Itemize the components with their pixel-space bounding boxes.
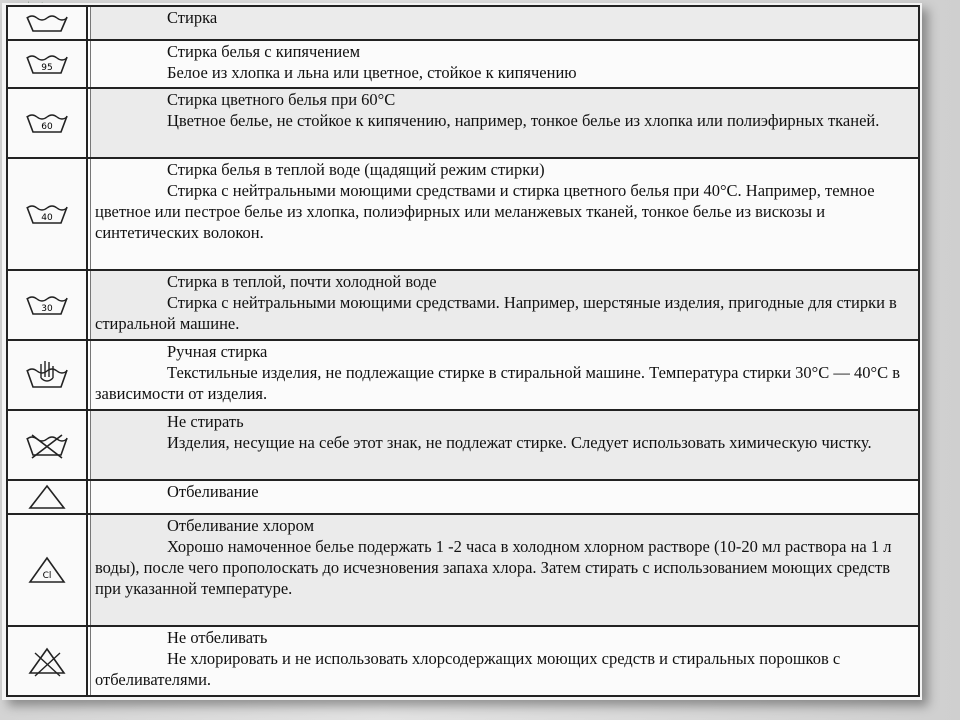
table-row [8, 341, 918, 411]
table-row [8, 515, 918, 627]
wash-60-icon [8, 89, 88, 157]
laundry-symbols-table [6, 5, 920, 697]
row-title: Отбеливание хлором [167, 516, 315, 535]
table-row [8, 481, 918, 515]
row-body: Текстильные изделия, не подлежащие стирке в стиральной машине. Температура стирки 30°С — 40°С в зависимости от изделия. [95, 363, 901, 403]
svg-text:Cl: Cl [42, 571, 52, 581]
sheet [2, 3, 922, 700]
row-title: Ручная стирка [167, 342, 268, 361]
do-not-bleach-icon [8, 627, 88, 695]
row-title: Стирка белья в теплой воде (щадящий режим стирки) [167, 160, 545, 179]
row-text [90, 159, 918, 269]
wash-95-icon [8, 41, 88, 87]
hand-wash-icon [8, 341, 88, 409]
temp-label: 95 [41, 63, 53, 73]
row-title: Стирка белья с кипячением [167, 42, 361, 61]
chlorine-bleach-icon [8, 515, 88, 625]
row-title: Стирка цветного белья при 60°С [167, 90, 396, 109]
row-title: Стирка [167, 8, 218, 27]
table-row [8, 271, 918, 341]
row-text [90, 41, 918, 87]
row-body: Изделия, несущие на себе этот знак, не подлежат стирке. Следует использовать химическую чистку. [167, 433, 872, 452]
row-text [90, 341, 918, 409]
row-text [90, 515, 918, 625]
row-text [90, 7, 918, 39]
wash-30-icon [8, 271, 88, 339]
do-not-wash-icon [8, 411, 88, 479]
row-body: Стирка с нейтральными моющими средствами и стирка цветного белья при 40°С. Например, темное цветное или пестрое белье из хлопка, полиэфирных или меланжевых тканей, тонкое белье из вискозы и синтетических волокон. [95, 181, 875, 242]
row-body: Цветное белье, не стойкое к кипячению, например, тонкое белье из хлопка или полиэфирных тканей. [167, 111, 880, 130]
row-body: Хорошо намоченное белье подержать 1 -2 часа в холодном хлорном растворе (10-20 мл раствора на 1 л воды), после чего прополоскать до исчезновения запаха хлора. Затем стирать с использованием моющих средств при указанной температуре. [95, 537, 892, 598]
wash-tub-icon [8, 7, 88, 39]
row-text [90, 89, 918, 157]
row-body: Не хлорировать и не использовать хлорсодержащих моющих средств и стиральных порошков с отбеливателями. [95, 649, 841, 689]
row-text [90, 627, 918, 695]
wash-40-icon [8, 159, 88, 269]
temp-label: 30 [41, 304, 53, 314]
table-row [8, 7, 918, 41]
bleach-triangle-icon [8, 481, 88, 513]
temp-label: 40 [41, 213, 53, 223]
row-title: Не стирать [167, 412, 244, 431]
row-title: Стирка в теплой, почти холодной воде [167, 272, 437, 291]
row-title: Не отбеливать [167, 628, 268, 647]
row-text [90, 271, 918, 339]
row-text [90, 481, 918, 513]
table-row [8, 411, 918, 481]
row-title: Отбеливание [167, 482, 259, 501]
table-row [8, 41, 918, 89]
row-body: Белое из хлопка и льна или цветное, стойкое к кипячению [167, 63, 577, 82]
temp-label: 60 [41, 122, 53, 132]
row-text [90, 411, 918, 479]
table-row [8, 159, 918, 271]
table-row [8, 627, 918, 695]
row-body: Стирка с нейтральными моющими средствами. Например, шерстяные изделия, пригодные для стирки в стиральной машине. [95, 293, 897, 333]
table-row [8, 89, 918, 159]
